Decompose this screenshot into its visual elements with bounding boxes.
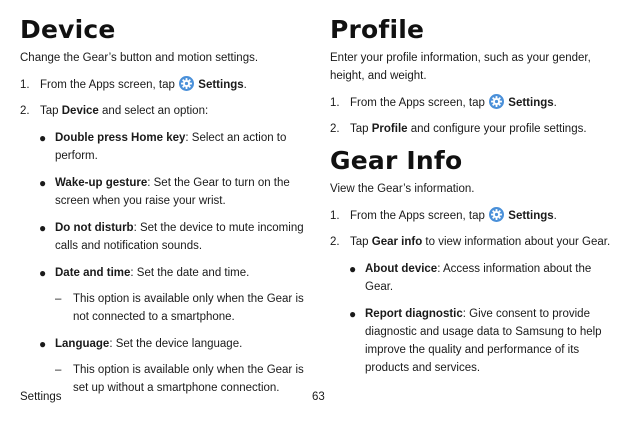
bullet: ● [349, 262, 357, 276]
note-language: – This option is available only when the Gear is set up without a smartphone connection. [20, 361, 320, 397]
device-intro: Change the Gear’s button and motion settings. [20, 52, 259, 64]
profile-heading: Profile [330, 15, 425, 44]
option-wake-up-gesture: ● Wake-up gesture: Set the Gear to turn on the screen when you raise your wrist. [20, 174, 320, 210]
bullet: ● [39, 176, 47, 190]
device-step-2: 2. Tap Device and select an option: [20, 105, 209, 117]
settings-gear-icon [489, 94, 504, 109]
right-column [330, 14, 620, 377]
gear-info-intro: View the Gear’s information. [330, 183, 475, 195]
dash: – [55, 364, 62, 376]
settings-gear-icon [489, 207, 504, 222]
option-date-and-time: ● Date and time: Set the date and time. [39, 266, 250, 280]
gear-info-step-2: 2. Tap Gear info to view information about your Gear. [330, 236, 611, 248]
bullet: ● [39, 337, 47, 351]
gear-info-heading: Gear Info [330, 146, 463, 175]
option-language: ● Language: Set the device language. [39, 337, 243, 351]
gear-info-step-1: 1. From the Apps screen, tap Settings. [330, 207, 620, 225]
device-heading: Device [20, 15, 116, 44]
page-number: 63 [312, 391, 325, 403]
note-date-and-time: – This option is available only when the Gear is not connected to a smartphone. [20, 290, 320, 326]
profile-step-1: 1. From the Apps screen, tap Settings. [330, 94, 620, 112]
profile-step-2: 2. Tap Profile and configure your profile settings. [330, 123, 587, 135]
option-report-diagnostic: ● Report diagnostic: Give consent to provide diagnostic and usage data to Samsung to help improve the quality and performance of its products and services. [330, 305, 620, 377]
bullet: ● [39, 131, 47, 145]
bullet: ● [39, 266, 47, 280]
left-column [20, 14, 320, 397]
bullet: ● [349, 307, 357, 321]
bullet: ● [39, 221, 47, 235]
option-do-not-disturb: ● Do not disturb: Set the device to mute incoming calls and notification sounds. [20, 219, 320, 255]
option-about-device: ● About device: Access information about the Gear. [330, 260, 620, 296]
footer-section: Settings [20, 391, 62, 403]
device-step-1: 1. From the Apps screen, tap Settings. [20, 76, 320, 94]
dash: – [55, 293, 62, 305]
profile-intro: Enter your profile information, such as your gender, height, and weight. [330, 52, 591, 82]
option-double-press-home: ● Double press Home key: Select an action to perform. [20, 129, 320, 165]
settings-gear-icon [179, 76, 194, 91]
